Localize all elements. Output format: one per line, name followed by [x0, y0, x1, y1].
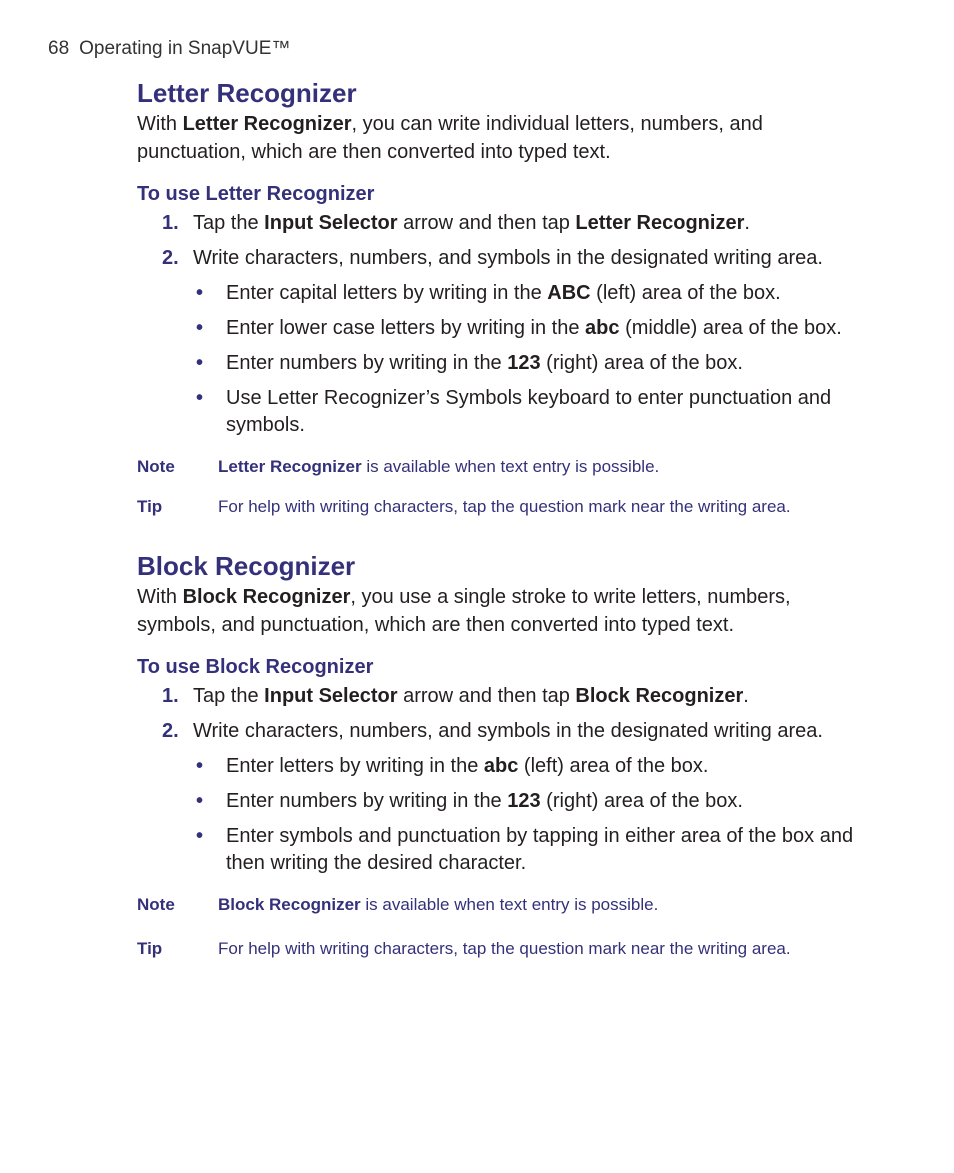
note-box: [137, 893, 867, 917]
step-item: [137, 210, 867, 237]
bold-term: Block Recognizer: [182, 586, 351, 608]
bullet-icon: •: [196, 825, 204, 847]
step-number: 2.: [162, 720, 179, 742]
bold-term: Input Selector: [264, 212, 398, 234]
step-number: 1.: [162, 685, 179, 707]
step-item: [137, 245, 867, 272]
intro-paragraph: With Block Recognizer, you use a single stroke to write letters, numbers, symbols, and punctuation, which are then converted into typed text.: [137, 586, 791, 636]
bold-term: 123: [507, 790, 541, 812]
bullet-icon: •: [196, 352, 204, 374]
bullet-item: [137, 280, 867, 307]
bullet-icon: •: [196, 387, 204, 409]
steps-list: [137, 210, 867, 272]
running-title: Operating in SnapVUE™: [79, 38, 291, 59]
page-content: [137, 76, 867, 961]
bold-term: Letter Recognizer: [182, 113, 352, 135]
tip-box: [137, 937, 867, 961]
section-title: Block Recognizer: [137, 551, 356, 581]
bullet-text: Enter symbols and punctuation by tapping in either area of the box and then writing the desired character.: [226, 825, 854, 874]
step-text: Write characters, numbers, and symbols in the designated writing area.: [193, 720, 823, 742]
bullet-item: [137, 753, 867, 780]
procedure-title: To use Letter Recognizer: [137, 183, 375, 205]
steps-list: [137, 683, 867, 745]
bold-term: Letter Recognizer: [575, 212, 745, 234]
step-number: 2.: [162, 247, 179, 269]
note-text: Block Recognizer is available when text entry is possible.: [218, 895, 659, 914]
step-item: [137, 718, 867, 745]
note-text: Letter Recognizer is available when text entry is possible.: [218, 457, 660, 476]
bullet-icon: •: [196, 790, 204, 812]
bullet-item: [137, 385, 867, 439]
bold-term: Block Recognizer: [575, 685, 744, 707]
step-text: Tap the Input Selector arrow and then tap Letter Recognizer.: [193, 212, 750, 234]
tip-text: For help with writing characters, tap the question mark near the writing area.: [218, 497, 791, 516]
tip-label: Tip: [137, 939, 163, 958]
bullet-icon: •: [196, 755, 204, 777]
bullet-text: Use Letter Recognizer’s Symbols keyboard to enter punctuation and symbols.: [226, 387, 832, 436]
note-label: Note: [137, 895, 175, 914]
step-item: [137, 683, 867, 710]
note-label: Note: [137, 457, 175, 476]
bullet-item: [137, 350, 867, 377]
bullet-list: [137, 753, 867, 877]
bullet-text: Enter lower case letters by writing in the abc (middle) area of the box.: [226, 317, 842, 339]
bullet-icon: •: [196, 317, 204, 339]
bold-term: Block Recognizer: [218, 895, 361, 914]
bullet-item: [137, 315, 867, 342]
bullet-icon: •: [196, 282, 204, 304]
tip-label: Tip: [137, 497, 163, 516]
tip-text: For help with writing characters, tap the question mark near the writing area.: [218, 939, 791, 958]
bold-term: abc: [483, 755, 519, 777]
bold-term: 123: [507, 352, 541, 374]
bullet-text: Enter numbers by writing in the 123 (right) area of the box.: [226, 790, 743, 812]
bold-term: abc: [585, 317, 620, 339]
note-box: [137, 455, 867, 479]
letter-recognizer-section: [137, 76, 867, 519]
bullet-item: [137, 788, 867, 815]
step-text: Write characters, numbers, and symbols in the designated writing area.: [193, 247, 823, 269]
intro-paragraph: With Letter Recognizer, you can write individual letters, numbers, and punctuation, which are then converted into typed text.: [137, 113, 763, 163]
bold-term: Input Selector: [264, 685, 398, 707]
procedure-title: To use Block Recognizer: [137, 656, 374, 678]
bullet-item: [137, 823, 867, 877]
block-recognizer-section: [137, 549, 867, 961]
bullet-text: Enter numbers by writing in the 123 (right) area of the box.: [226, 352, 743, 374]
step-number: 1.: [162, 212, 179, 234]
bullet-text: Enter capital letters by writing in the ABC (left) area of the box.: [226, 282, 781, 304]
page-header: [48, 38, 290, 60]
bold-term: ABC: [547, 282, 591, 304]
bold-term: Letter Recognizer: [218, 457, 362, 476]
bullet-list: [137, 280, 867, 439]
step-text: Tap the Input Selector arrow and then tap Block Recognizer.: [193, 685, 749, 707]
tip-box: [137, 495, 867, 519]
section-title: Letter Recognizer: [137, 78, 357, 108]
page-number: 68: [48, 38, 70, 59]
bullet-text: Enter letters by writing in the abc (left) area of the box.: [226, 755, 709, 777]
